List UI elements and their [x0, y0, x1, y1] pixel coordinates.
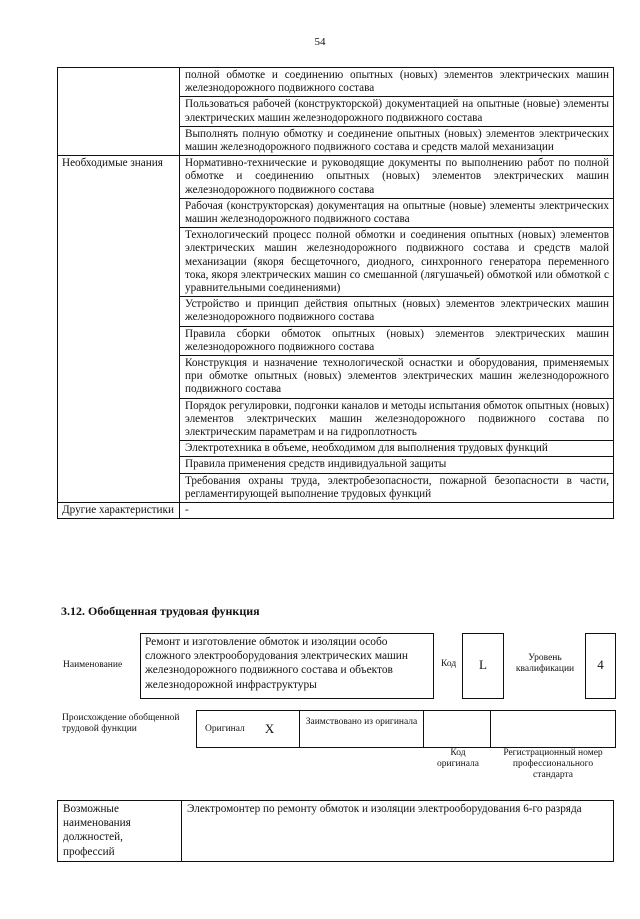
page-number: 54: [314, 36, 326, 48]
origin-boxes: [196, 710, 616, 748]
row-text: Технологический процесс полной обмотки и соединения опытных (новых) элементов электрических машин железнодорожного подвижного состава и средств малой механизации (якоря бесщеточного, диодного, синхронного генератора переменного тока, якоря электрических машин со смешанной (лягушачьей) обмоткой или обмоткой с уравнительными соединениями): [180, 228, 614, 297]
positions-value: Электромонтер по ремонту обмоток и изоляции электрооборудования 6-го разряда: [182, 801, 614, 862]
positions-label: Возможные наименования должностей, профессий: [58, 801, 182, 862]
function-name-text: Ремонт и изготовление обмоток и изоляции особо сложного электрооборудования электрических машин железнодорожного подвижного состава и объектов железнодорожной инфраструктуры: [145, 636, 408, 691]
function-name-box: [140, 633, 434, 699]
positions-table: [57, 800, 614, 862]
row-text: Требования охраны труда, электробезопасности, пожарной безопасности в части, регламентирующей выполнение трудовых функций: [180, 473, 614, 502]
level-box: [585, 633, 616, 699]
level-label: Уровень квалификации: [515, 653, 575, 674]
row-text: Пользоваться рабочей (конструкторской) документацией на опытные (новые) элементы электрических машин железнодорожного подвижного состава: [180, 97, 614, 126]
reg-number-label: Регистрационный номер профессионального стандарта: [503, 748, 603, 780]
original-label: Оригинал: [205, 723, 245, 734]
row-text: Электротехника в объеме, необходимом для выполнения трудовых функций: [180, 441, 614, 457]
row-text: полной обмотке и соединению опытных (новых) элементов электрических машин железнодорожного подвижного состава: [180, 68, 614, 97]
row-label: Необходимые знания: [58, 156, 180, 503]
table-row: [58, 68, 614, 97]
skills-knowledge-table: [57, 67, 614, 519]
row-text: Рабочая (конструкторская) документация на опытные (новые) элементы электрических машин железнодорожного подвижного состава: [180, 198, 614, 227]
table-row: [58, 156, 614, 199]
name-label: Наименование: [63, 660, 123, 670]
row-text: Выполнять полную обмотку и соединение опытных (новых) элементов электрических машин железнодорожного подвижного состава и средств малой механизации: [180, 126, 614, 155]
row-text: -: [180, 503, 614, 519]
original-mark: X: [264, 721, 275, 736]
row-text: Устройство и принцип действия опытных (новых) элементов электрических машин железнодорожного подвижного состава: [180, 297, 614, 326]
row-text: Правила сборки обмоток опытных (новых) элементов электрических машин железнодорожного подвижного состава: [180, 326, 614, 355]
code-original-label: Код оригинала: [437, 748, 479, 769]
row-text: Правила применения средств индивидуальной защиты: [180, 457, 614, 473]
reg-number-cell: [491, 711, 615, 747]
code-value: L: [479, 657, 487, 672]
code-box: [462, 633, 504, 699]
row-text: Конструкция и назначение технологической оснастки и оборудования, применяемых при обмотке опытных (новых) элементов электрических машин железнодорожного подвижного состава: [180, 356, 614, 399]
row-text: Нормативно-технические и руководящие документы по выполнению работ по полной обмотке и соединению опытных (новых) элементов электрических машин железнодорожного подвижного состава: [180, 156, 614, 199]
code-original-cell: [424, 711, 491, 747]
row-label: Другие характеристики: [58, 503, 180, 519]
table-row: [58, 503, 614, 519]
row-label: [58, 68, 180, 156]
code-label: Код: [441, 659, 457, 669]
row-text: Порядок регулировки, подгонки каналов и методы испытания обмоток опытных (новых) элементов электрических машин железнодорожного подвижного состава по электрическим параметрам и на гидроплотность: [180, 398, 614, 441]
origin-label: Происхождение обобщенной трудовой функции: [62, 713, 180, 734]
borrowed-cell: Заимствовано из оригинала: [300, 711, 424, 747]
original-cell: [197, 711, 300, 747]
level-value: 4: [597, 657, 604, 672]
section-heading: 3.12. Обобщенная трудовая функция: [61, 604, 260, 618]
